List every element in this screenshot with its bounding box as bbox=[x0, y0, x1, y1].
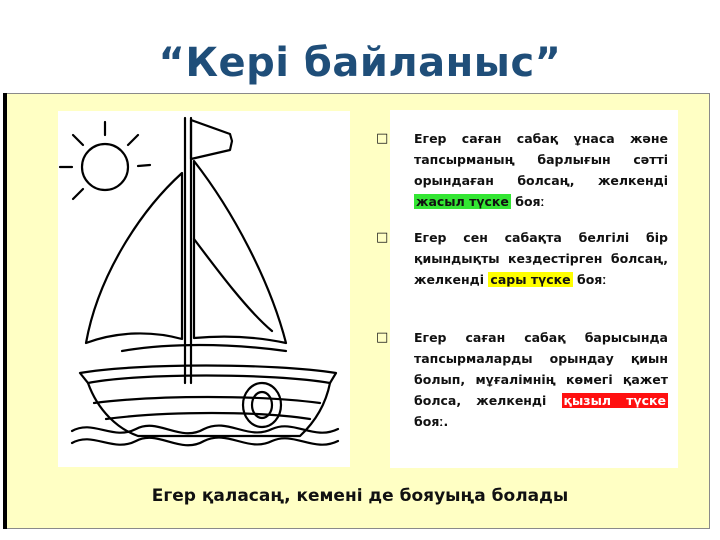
footer-note: Егер қаласаң, кемені де бояуыңа болады bbox=[151, 486, 569, 506]
sailboat-drawing bbox=[58, 111, 350, 467]
left-sail bbox=[86, 173, 182, 343]
instruction-text: Егер саған сабақ барысында тапсырмаларды орындау қиын болып, мұғалімнің көмегі қажет болса, желкенді bbox=[414, 330, 668, 408]
lifebuoy-icon bbox=[243, 383, 281, 427]
sailboat-illustration bbox=[58, 111, 350, 467]
highlight-red: қызыл түске bbox=[563, 393, 666, 408]
panel-left-border bbox=[3, 93, 7, 529]
instructions-box bbox=[376, 110, 678, 468]
instruction-text-end: бояː bbox=[572, 272, 607, 287]
right-sail bbox=[194, 161, 286, 343]
flag-icon bbox=[191, 120, 232, 159]
instruction-text-end: бояː bbox=[510, 194, 545, 209]
instruction-yellow bbox=[376, 227, 668, 290]
checkbox-bullet-icon: □ bbox=[376, 230, 389, 245]
highlight-yellow: сары түске bbox=[490, 272, 571, 287]
instruction-red bbox=[376, 327, 668, 432]
slide-title: “Кері байланыс” bbox=[158, 40, 562, 86]
checkbox-bullet-icon: □ bbox=[376, 131, 389, 146]
instruction-text-end: бояː. bbox=[414, 414, 449, 429]
checkbox-bullet-icon: □ bbox=[376, 330, 389, 345]
sun-icon bbox=[60, 122, 150, 199]
highlight-green: жасыл түске bbox=[416, 194, 509, 209]
instruction-text: Егер саған сабақ ұнаса және тапсырманың барлығын сәтті орындаған болсаң, желкенді bbox=[414, 131, 668, 188]
instruction-green bbox=[376, 128, 668, 212]
lower-sail bbox=[122, 345, 286, 351]
hull bbox=[80, 366, 336, 437]
instruction-text: Егер сен сабақта белгілі бір қиындықты кездестірген болсаң, желкенді bbox=[414, 230, 668, 287]
